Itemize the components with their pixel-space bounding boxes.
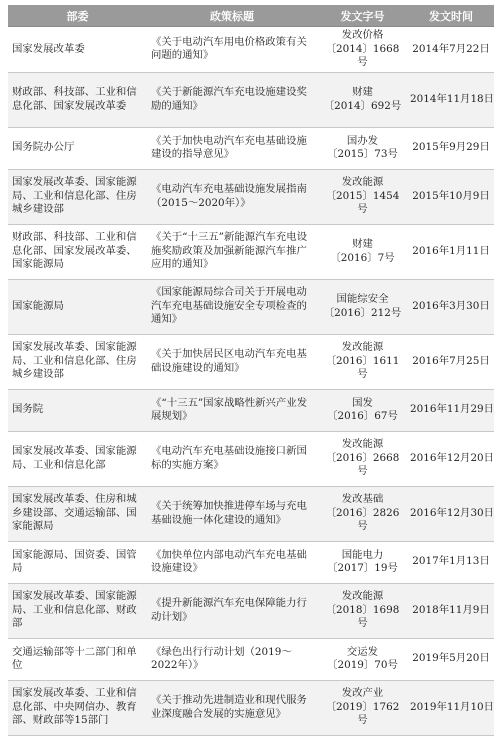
table-row <box>8 169 494 224</box>
document-number-serial: 〔2014〕1668号 <box>325 42 400 68</box>
department-cell: 国家发展改革委、工业和信息化部、中央网信办、教育部、财政部等15部门 <box>8 680 147 735</box>
document-number-prefix: 发改能源 <box>341 438 384 451</box>
document-number-cell <box>317 389 408 431</box>
document-number-serial: 〔2019〕1762号 <box>325 700 400 727</box>
issue-date-cell: 2016年3月30日 <box>408 279 494 334</box>
document-number-serial: 〔2016〕1611号 <box>325 354 400 381</box>
department-cell: 国家发展改革委、住房和城乡建设部、交通运输部、国家能源局 <box>8 486 147 541</box>
table-row <box>8 583 494 638</box>
policy-title-cell: 《“十三五”国家战略性新兴产业发展规划》 <box>147 389 317 431</box>
issue-date-cell: 2016年12月20日 <box>408 431 494 486</box>
department-cell: 国家能源局、国资委、国管局 <box>8 541 147 583</box>
document-number-prefix: 国办发 <box>346 134 379 147</box>
document-number-cell <box>317 583 408 638</box>
document-number-serial: 〔2018〕1698号 <box>325 603 400 630</box>
document-number-prefix: 财建 <box>352 238 373 250</box>
table-body <box>8 27 494 736</box>
table-row <box>8 72 494 127</box>
department-cell: 国家发展改革委、国家能源局、工业和信息化部、财政部 <box>8 583 147 638</box>
table-row <box>8 680 494 735</box>
department-cell: 交通运输部等十二部门和单位 <box>8 638 147 680</box>
document-number-serial: 〔2014〕692号 <box>323 99 402 112</box>
policy-table-container <box>8 5 494 736</box>
table-row <box>8 541 494 583</box>
table-row <box>8 486 494 541</box>
department-cell: 国务院办公厅 <box>8 127 147 169</box>
policy-title-cell: 《关于“十三五”新能源汽车充电设施奖励政策及加强新能源汽车推广应用的通知》 <box>147 224 317 279</box>
table-row <box>8 127 494 169</box>
table-header-row <box>8 5 494 27</box>
issue-date-cell: 2019年5月20日 <box>408 638 494 680</box>
issue-date-cell: 2016年7月25日 <box>408 334 494 389</box>
header-issue-date: 发文时间 <box>408 5 494 27</box>
document-number-cell <box>317 127 408 169</box>
department-cell: 财政部、科技部、工业和信息化部、国家发展改革委 <box>8 72 147 127</box>
department-cell: 国家发展改革委、国家能源局、工业和信息化部 <box>8 431 147 486</box>
issue-date-cell: 2014年11月18日 <box>408 72 494 127</box>
document-number-prefix: 发改基础 <box>341 493 384 506</box>
department-cell: 国家发展改革委 <box>8 27 147 73</box>
document-number-cell <box>317 279 408 334</box>
issue-date-cell: 2016年1月11日 <box>408 224 494 279</box>
issue-date-cell: 2015年10月9日 <box>408 169 494 224</box>
document-number-serial: 〔2016〕2826号 <box>325 506 400 533</box>
document-number-prefix: 国能综安全 <box>336 293 389 305</box>
document-number-serial: 〔2015〕1454号 <box>325 189 400 216</box>
department-cell: 国家发展改革委、国家能源局、工业和信息化部、住房城乡建设部 <box>8 169 147 224</box>
issue-date-cell: 2015年9月29日 <box>408 127 494 169</box>
document-number-serial: 〔2019〕70号 <box>327 659 398 671</box>
policy-title-cell: 《关于电动汽车用电价格政策有关问题的通知》 <box>147 27 317 73</box>
department-cell: 国务院 <box>8 389 147 431</box>
document-number-cell <box>317 541 408 583</box>
header-policy-title: 政策标题 <box>147 5 317 27</box>
issue-date-cell: 2018年11月9日 <box>408 583 494 638</box>
document-number-serial: 〔2016〕2668号 <box>325 451 400 478</box>
table-row <box>8 431 494 486</box>
table-row <box>8 27 494 73</box>
document-number-serial: 〔2017〕19号 <box>327 562 398 574</box>
document-number-cell <box>317 431 408 486</box>
department-cell: 财政部、科技部、工业和信息化部、国家发展改革委、国家能源局 <box>8 224 147 279</box>
document-number-prefix: 发改产业 <box>341 687 384 700</box>
policy-title-cell: 《加快单位内部电动汽车充电基础设施建设》 <box>147 541 317 583</box>
document-number-cell <box>317 638 408 680</box>
table-row <box>8 279 494 334</box>
document-number-cell <box>317 27 408 73</box>
table-row <box>8 638 494 680</box>
header-document-number: 发文字号 <box>317 5 408 27</box>
issue-date-cell: 2014年7月22日 <box>408 27 494 73</box>
document-number-cell <box>317 169 408 224</box>
document-number-prefix: 发改能源 <box>341 176 384 189</box>
document-number-prefix: 交运发 <box>346 645 379 658</box>
table-row <box>8 389 494 431</box>
document-number-cell <box>317 486 408 541</box>
issue-date-cell: 2017年1月13日 <box>408 541 494 583</box>
document-number-serial: 〔2016〕212号 <box>323 306 402 319</box>
policy-title-cell: 《电动汽车充电基础设施接口新国标的实施方案》 <box>147 431 317 486</box>
policy-title-cell: 《关于统筹加快推进停车场与充电基础设施一体化建设的通知》 <box>147 486 317 541</box>
policy-title-cell: 《绿色出行行动计划（2019～2022年）》 <box>147 638 317 680</box>
policy-table <box>8 5 494 736</box>
table-row <box>8 224 494 279</box>
policy-title-cell: 《电动汽车充电基础设施发展指南（2015～2020年）》 <box>147 169 317 224</box>
department-cell: 国家发展改革委、国家能源局、工业和信息化部、住房城乡建设部 <box>8 334 147 389</box>
header-department: 部委 <box>8 5 147 27</box>
document-number-cell <box>317 334 408 389</box>
policy-title-cell: 《关于加快居民区电动汽车充电基础设施建设的通知》 <box>147 334 317 389</box>
policy-title-cell: 《关于加快电动汽车充电基础设施建设的指导意见》 <box>147 127 317 169</box>
document-number-prefix: 财建 <box>352 86 373 98</box>
document-number-serial: 〔2015〕73号 <box>327 148 398 160</box>
document-number-cell <box>317 680 408 735</box>
department-cell: 国家能源局 <box>8 279 147 334</box>
document-number-serial: 〔2016〕7号 <box>330 251 395 264</box>
document-number-serial: 〔2016〕67号 <box>327 410 398 422</box>
issue-date-cell: 2016年12月30日 <box>408 486 494 541</box>
policy-title-cell: 《提升新能源汽车充电保障能力行动计划》 <box>147 583 317 638</box>
document-number-prefix: 发改价格 <box>341 29 384 41</box>
issue-date-cell: 2016年11月29日 <box>408 389 494 431</box>
document-number-prefix: 发改能源 <box>341 341 384 354</box>
table-row <box>8 334 494 389</box>
document-number-cell <box>317 224 408 279</box>
document-number-prefix: 国发 <box>352 396 373 409</box>
document-number-cell <box>317 72 408 127</box>
policy-title-cell: 《关于新能源汽车充电设施建设奖励的通知》 <box>147 72 317 127</box>
issue-date-cell: 2019年11月10日 <box>408 680 494 735</box>
document-number-prefix: 发改能源 <box>341 590 384 603</box>
policy-title-cell: 《国家能源局综合司关于开展电动汽车充电基础设施安全专项检查的通知》 <box>147 279 317 334</box>
document-number-prefix: 国能电力 <box>341 548 384 561</box>
policy-title-cell: 《关于推动先进制造业和现代服务业深度融合发展的实施意见》 <box>147 680 317 735</box>
